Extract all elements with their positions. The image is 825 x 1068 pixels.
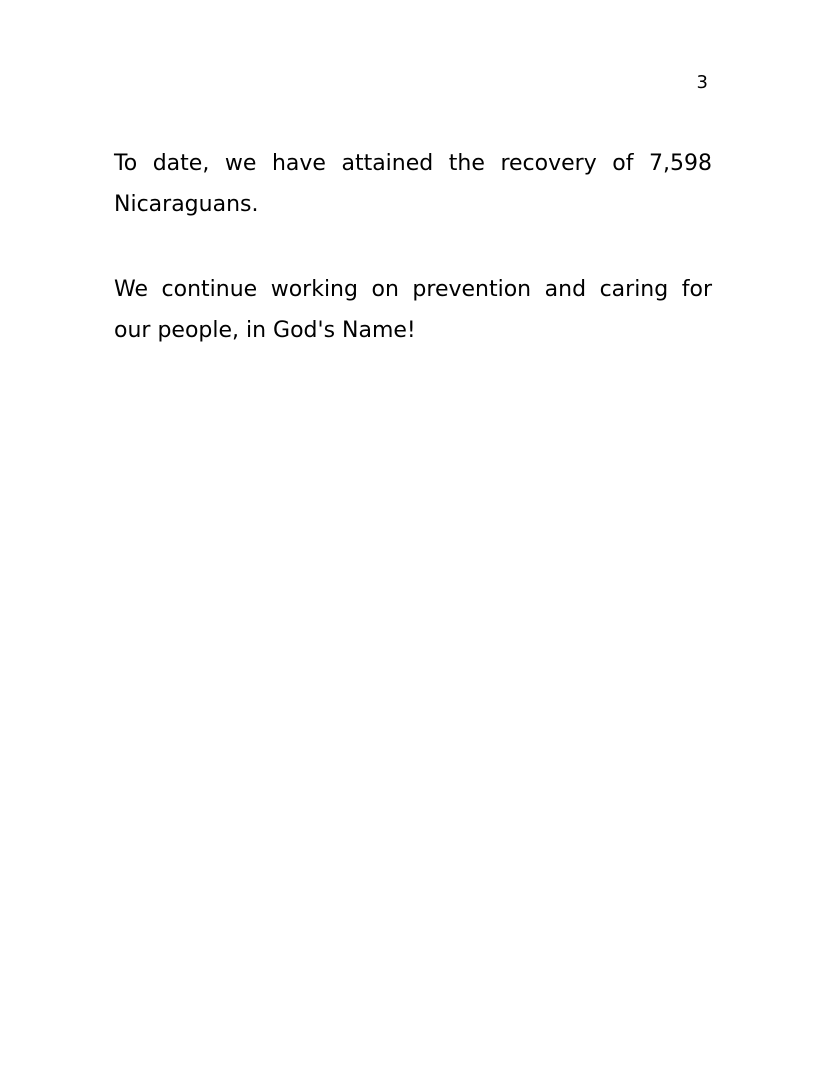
text-line: We continue working on prevention and caring for — [114, 277, 712, 302]
paragraph — [114, 269, 712, 351]
text-line: Nicaraguans. — [114, 192, 259, 217]
paragraph — [114, 143, 712, 225]
text-line: our people, in God's Name! — [114, 318, 416, 343]
page-number: 3 — [696, 72, 708, 93]
document-body — [114, 143, 712, 395]
text-line: To date, we have attained the recovery of 7,598 — [114, 151, 712, 176]
